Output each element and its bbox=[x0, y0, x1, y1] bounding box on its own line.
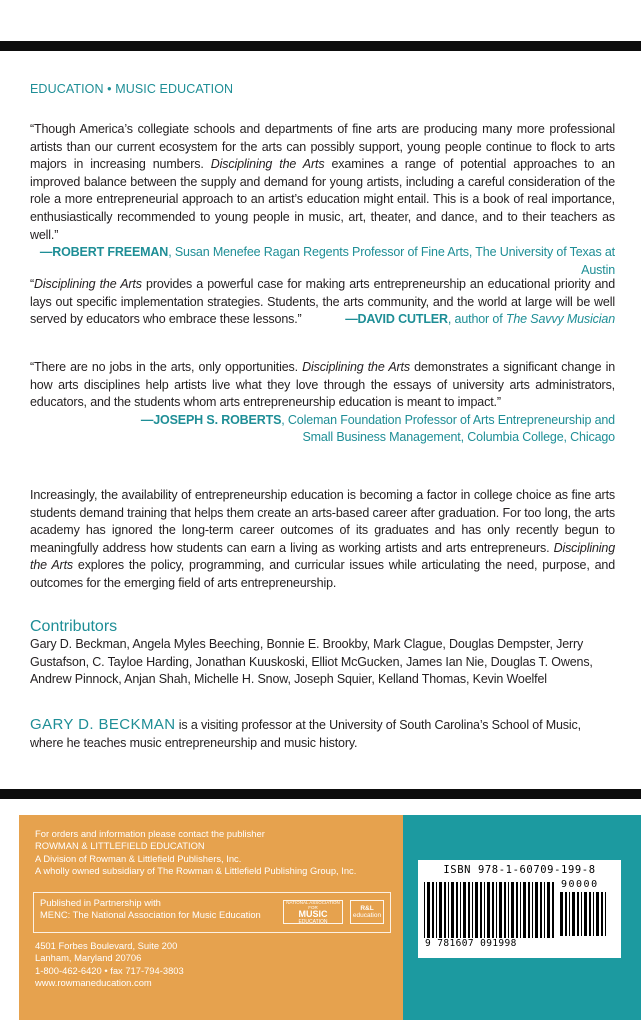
barcode-bar bbox=[463, 882, 466, 938]
partnership-box: Published in Partnership with MENC: The National Association for Music Education NATIONAL ASSOCIATION FOR MUSIC EDUCATION R&L education bbox=[33, 892, 391, 933]
barcode-bar bbox=[460, 882, 461, 938]
quote-attribution-line2: Small Business Management, Columbia College, Chicago bbox=[302, 430, 615, 445]
barcode-bar bbox=[487, 882, 490, 938]
barcode-addon-bars-icon bbox=[560, 892, 610, 936]
menc-logo: NATIONAL ASSOCIATION FOR MUSIC EDUCATION bbox=[283, 900, 343, 924]
book-description: Increasingly, the availability of entrepreneurship education is becoming a factor in college choice as fine arts students demand training that helps them create an arts-based career after graduation. For too long, the arts academy has ignored the long-term career outcomes of its graduates and has only recently begun to meaningfully address how students can earn a living as working artists and arts entrepreneurs. Disciplining the Arts explores the policy, programming, and curricular issues while articulating the need, purpose, and outcomes for the emerging field of arts entrepreneurship. bbox=[30, 488, 615, 590]
barcode-bar bbox=[535, 882, 538, 938]
barcode-digits: 9 781607 091998 bbox=[425, 938, 517, 949]
barcode-addon-digits: 90000 bbox=[561, 879, 599, 890]
publisher-panel bbox=[19, 815, 406, 1020]
barcode-bar bbox=[596, 892, 599, 936]
barcode-bar bbox=[451, 882, 454, 938]
barcode-bar bbox=[532, 882, 533, 938]
barcode-bar bbox=[484, 882, 485, 938]
barcode-bar bbox=[601, 892, 603, 936]
barcode bbox=[418, 860, 621, 958]
barcode-bar bbox=[569, 892, 570, 936]
barcode-bar bbox=[424, 882, 425, 938]
quote-text: “Though America’s collegiate schools and departments of fine arts are producing many more professional artists than our current ecosystem for the arts can possibly support, young people continue to flock to arts majors in increasing numbers. bbox=[30, 122, 615, 172]
barcode-bar bbox=[496, 882, 497, 938]
barcode-bar bbox=[589, 892, 591, 936]
barcode-bar bbox=[560, 892, 563, 936]
barcode-bar bbox=[565, 892, 567, 936]
barcode-bar bbox=[605, 892, 606, 936]
blurb-cutler: “Disciplining the Arts provides a powerful case for making arts entrepreneurship an educational priority and lays out specific implementation strategies. Students, the arts community, and the world at large will be well served by educators who embrace these lessons.” —DAVID CUTLER, author of The Savvy Musician bbox=[30, 276, 615, 329]
barcode-bar bbox=[552, 882, 554, 938]
book-title: Disciplining the Arts bbox=[302, 360, 410, 374]
barcode-bar bbox=[492, 882, 494, 938]
bottom-black-bar bbox=[0, 789, 641, 799]
author-bio: GARY D. BECKMAN is a visiting professor at the University of South Carolina’s School of Music, where he teaches music entrepreneurship and music history. bbox=[30, 716, 581, 750]
publisher-address: 4501 Forbes Boulevard, Suite 200 Lanham, Maryland 20706 1-800-462-6420 • fax 717-794-3803 www.rowmaneducation.com bbox=[35, 940, 184, 988]
barcode-bar bbox=[475, 882, 478, 938]
barcode-bar bbox=[444, 882, 446, 938]
barcode-bar bbox=[593, 892, 594, 936]
barcode-bar bbox=[528, 882, 530, 938]
barcode-panel bbox=[403, 815, 641, 1020]
contributors-heading: Contributors bbox=[30, 618, 118, 635]
contributors-list: Gary D. Beckman, Angela Myles Beeching, Bonnie E. Brookby, Mark Clague, Douglas Dempster, Jerry Gustafson, C. Tayloe Harding, Jonathan Kuuskoski, Elliot McGucken, James Ian Nie, Douglas T. Owens, Andrew Pinnock, Anjan Shah, Michelle H. Snow, Joseph Squier, Kelland Thomas, Kevin Woelfel bbox=[30, 637, 593, 687]
barcode-bar bbox=[520, 882, 521, 938]
quote-text: “There are no jobs in the arts, only opportunities. bbox=[30, 360, 303, 374]
blurb-freeman bbox=[30, 121, 615, 279]
quote-text: demonstrates a significant change in how arts disciplines help artists live what they love through the essays of university arts administrators, educators, and the students whom arts entrepreneurship education is meant to impact.” bbox=[30, 360, 616, 410]
barcode-bar bbox=[540, 882, 542, 938]
book-title: Disciplining the Arts bbox=[210, 157, 325, 172]
barcode-bar bbox=[439, 882, 442, 938]
book-title: Disciplining the Arts bbox=[30, 540, 615, 573]
barcode-bar bbox=[504, 882, 506, 938]
quote-attribution: —JOSEPH S. ROBERTS, Coleman Foundation Professor of Arts Entrepreneurship and bbox=[140, 412, 615, 427]
author-name: GARY D. BECKMAN bbox=[30, 716, 176, 733]
barcode-bar bbox=[516, 882, 518, 938]
quote-text: provides a powerful case for making arts entrepreneurship an educational priority and lays out specific implementation strategies. Students, the arts community, and the world at large will be well served by educators who embrace these lessons.” bbox=[30, 277, 616, 327]
barcode-bars-icon bbox=[424, 882, 558, 938]
rl-education-logo: R&L education bbox=[350, 900, 384, 924]
barcode-bar bbox=[547, 882, 550, 938]
publisher-info: For orders and information please contact the publisher ROWMAN & LITTLEFIELD EDUCATION A Division of Rowman & Littlefield Publishers, Inc. A wholly owned subsidiary of The Rowman & Littlefield Publishing Group, Inc. bbox=[35, 828, 357, 876]
quote-attribution: —DAVID CUTLER, author of The Savvy Musician bbox=[345, 312, 615, 327]
barcode-bar bbox=[456, 882, 458, 938]
barcode-bar bbox=[584, 892, 587, 936]
quote-text: examines a range of potential approaches to an improved balance between the supply and demand for young artists, including a careful consideration of the role a more entrepreneurial approach to an artist’s education might entail. This is a book of real importance, enthusiastically recommended to young people in music, art, theater, and dance, and to their teachers as well.” bbox=[30, 157, 615, 242]
book-title: Disciplining the Arts bbox=[34, 277, 142, 291]
barcode-bar bbox=[432, 882, 434, 938]
barcode-bar bbox=[468, 882, 470, 938]
barcode-bar bbox=[436, 882, 437, 938]
barcode-bar bbox=[499, 882, 502, 938]
barcode-bar bbox=[448, 882, 449, 938]
quote-attribution: —ROBERT FREEMAN, Susan Menefee Ragan Regents Professor of Fine Arts, The University of Texas at Austin bbox=[39, 245, 615, 277]
barcode-bar bbox=[544, 882, 545, 938]
barcode-bar bbox=[572, 892, 575, 936]
top-black-bar bbox=[0, 41, 641, 51]
barcode-bar bbox=[523, 882, 526, 938]
category-label: EDUCATION • MUSIC EDUCATION bbox=[30, 82, 234, 96]
barcode-bar bbox=[581, 892, 582, 936]
barcode-bar bbox=[508, 882, 509, 938]
isbn-text: ISBN 978-1-60709-199-8 bbox=[443, 864, 596, 876]
barcode-bar bbox=[577, 892, 579, 936]
barcode-bar bbox=[472, 882, 473, 938]
barcode-bar bbox=[511, 882, 514, 938]
blurb-roberts bbox=[30, 359, 615, 447]
barcode-bar bbox=[480, 882, 482, 938]
barcode-bar bbox=[427, 882, 430, 938]
